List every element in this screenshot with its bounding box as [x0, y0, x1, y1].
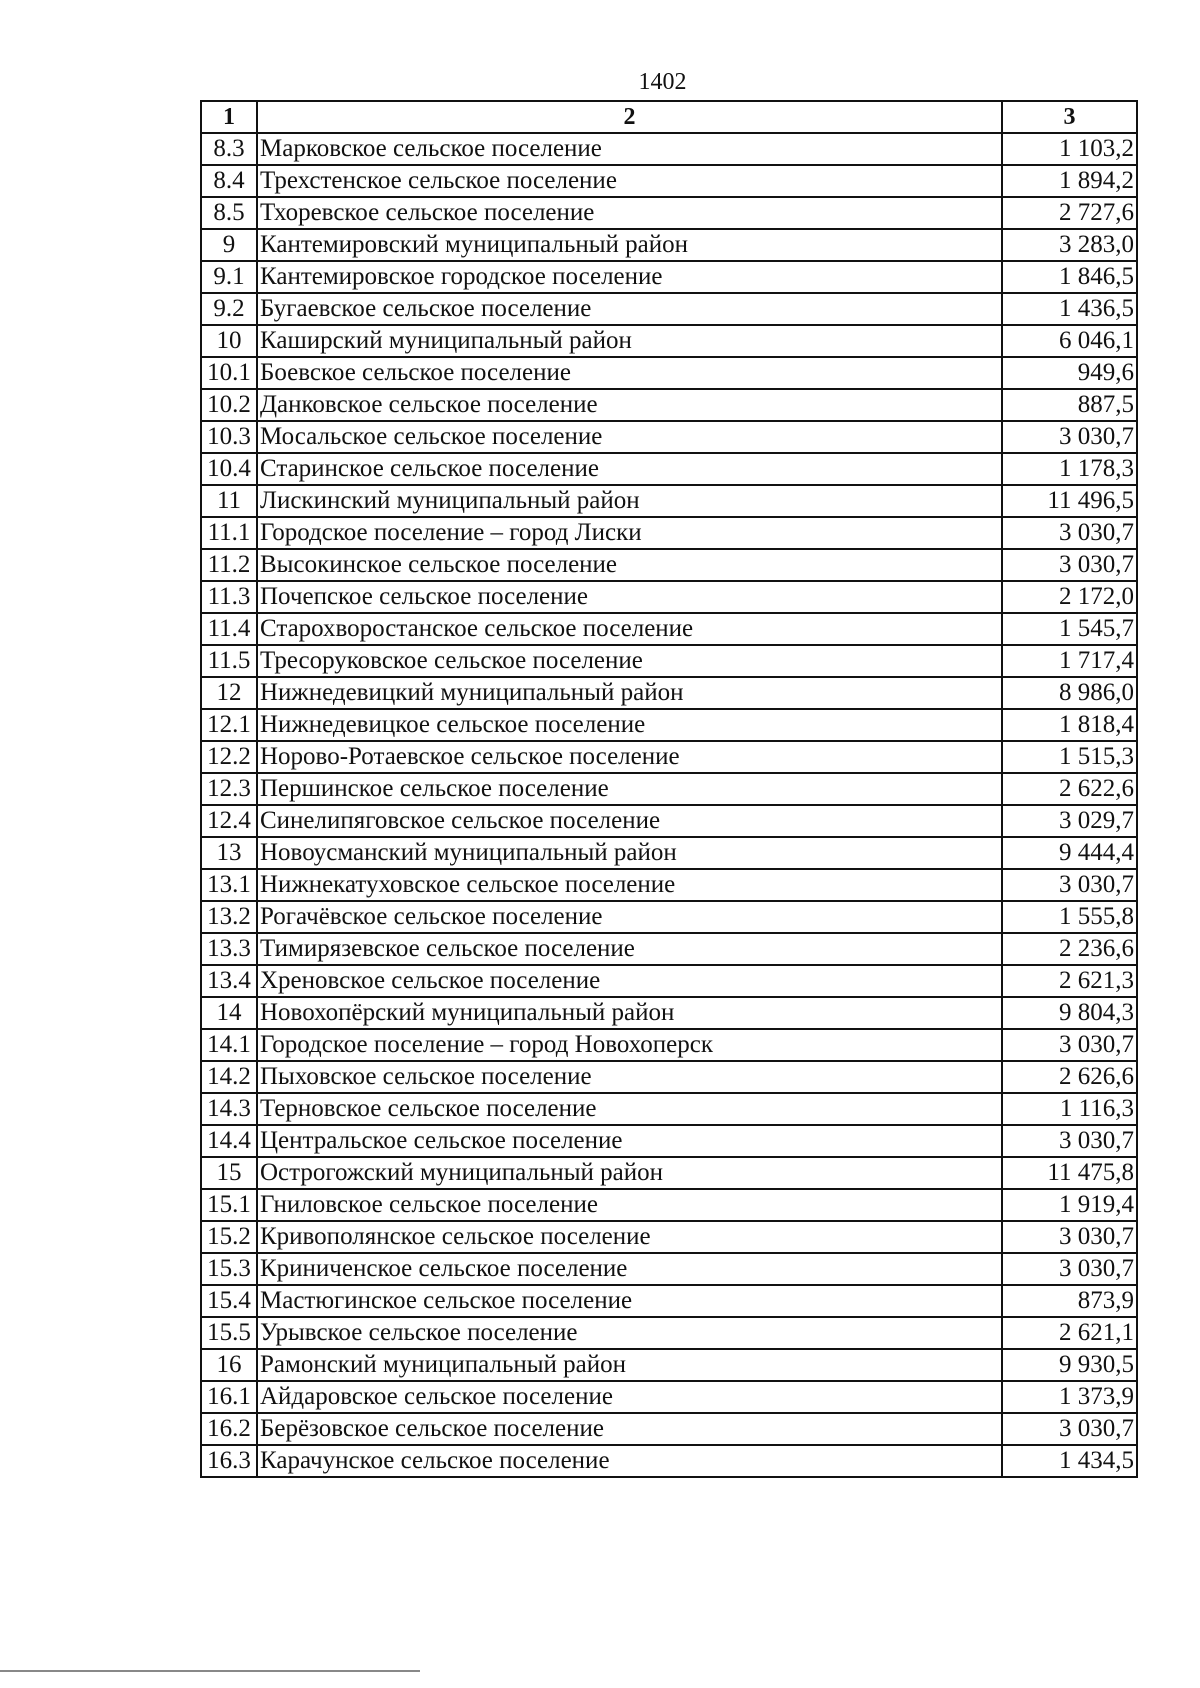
row-value: 949,6	[1002, 357, 1137, 389]
row-number: 11.1	[201, 517, 257, 549]
row-number: 13.3	[201, 933, 257, 965]
row-number: 10.3	[201, 421, 257, 453]
row-name: Тресоруковское сельское поселение	[257, 645, 1002, 677]
row-name: Хреновское сельское поселение	[257, 965, 1002, 997]
table-row	[201, 229, 1137, 261]
row-number: 11.3	[201, 581, 257, 613]
row-value: 873,9	[1002, 1285, 1137, 1317]
row-number: 8.3	[201, 133, 257, 165]
row-name: Данковское сельское поселение	[257, 389, 1002, 421]
row-number: 14.1	[201, 1029, 257, 1061]
row-number: 11	[201, 485, 257, 517]
row-value: 1 717,4	[1002, 645, 1137, 677]
row-value: 1 434,5	[1002, 1445, 1137, 1477]
row-number: 12.1	[201, 709, 257, 741]
row-value: 6 046,1	[1002, 325, 1137, 357]
row-number: 16	[201, 1349, 257, 1381]
row-number: 11.4	[201, 613, 257, 645]
row-name: Городское поселение – город Новохоперск	[257, 1029, 1002, 1061]
row-number: 10.1	[201, 357, 257, 389]
row-value: 2 172,0	[1002, 581, 1137, 613]
row-value: 2 727,6	[1002, 197, 1137, 229]
table-row	[201, 1253, 1137, 1285]
table-row	[201, 965, 1137, 997]
column-header-name: 2	[257, 101, 1002, 133]
table-row	[201, 197, 1137, 229]
table-row	[201, 421, 1137, 453]
row-number: 15.3	[201, 1253, 257, 1285]
table-row	[201, 325, 1137, 357]
column-header-number: 1	[201, 101, 257, 133]
row-value: 887,5	[1002, 389, 1137, 421]
row-number: 12	[201, 677, 257, 709]
row-number: 15.2	[201, 1221, 257, 1253]
row-name: Пыховское сельское поселение	[257, 1061, 1002, 1093]
row-number: 15	[201, 1157, 257, 1189]
row-number: 9.2	[201, 293, 257, 325]
row-number: 11.2	[201, 549, 257, 581]
row-value: 1 919,4	[1002, 1189, 1137, 1221]
table-row	[201, 1285, 1137, 1317]
row-name: Новохопёрский муниципальный район	[257, 997, 1002, 1029]
table-row	[201, 741, 1137, 773]
row-value: 8 986,0	[1002, 677, 1137, 709]
table-row	[201, 389, 1137, 421]
row-name: Старохворостанское сельское поселение	[257, 613, 1002, 645]
row-value: 1 515,3	[1002, 741, 1137, 773]
row-number: 16.2	[201, 1413, 257, 1445]
table-row	[201, 293, 1137, 325]
row-value: 1 103,2	[1002, 133, 1137, 165]
table-row	[201, 1029, 1137, 1061]
column-header-value: 3	[1002, 101, 1137, 133]
table-row	[201, 1061, 1137, 1093]
row-name: Синелипяговское сельское поселение	[257, 805, 1002, 837]
row-value: 3 283,0	[1002, 229, 1137, 261]
row-name: Терновское сельское поселение	[257, 1093, 1002, 1125]
row-value: 1 178,3	[1002, 453, 1137, 485]
row-name: Кантемировский муниципальный район	[257, 229, 1002, 261]
row-number: 13.4	[201, 965, 257, 997]
row-value: 3 030,7	[1002, 1413, 1137, 1445]
row-name: Высокинское сельское поселение	[257, 549, 1002, 581]
row-value: 11 475,8	[1002, 1157, 1137, 1189]
row-name: Берёзовское сельское поселение	[257, 1413, 1002, 1445]
row-number: 9.1	[201, 261, 257, 293]
row-value: 9 804,3	[1002, 997, 1137, 1029]
row-number: 14.2	[201, 1061, 257, 1093]
row-number: 8.5	[201, 197, 257, 229]
table-row	[201, 1445, 1137, 1477]
table-row	[201, 805, 1137, 837]
row-name: Нижнедевицкое сельское поселение	[257, 709, 1002, 741]
row-value: 3 030,7	[1002, 421, 1137, 453]
row-name: Першинское сельское поселение	[257, 773, 1002, 805]
row-value: 3 030,7	[1002, 517, 1137, 549]
row-name: Кривополянское сельское поселение	[257, 1221, 1002, 1253]
row-value: 2 622,6	[1002, 773, 1137, 805]
table-row	[201, 133, 1137, 165]
header-row	[201, 101, 1137, 133]
table-row	[201, 1349, 1137, 1381]
row-value: 3 030,7	[1002, 1125, 1137, 1157]
row-name: Тхоревское сельское поселение	[257, 197, 1002, 229]
row-value: 1 116,3	[1002, 1093, 1137, 1125]
row-number: 12.2	[201, 741, 257, 773]
table-row	[201, 709, 1137, 741]
row-value: 1 555,8	[1002, 901, 1137, 933]
page-number: 1402	[638, 69, 687, 95]
table-row	[201, 677, 1137, 709]
row-name: Айдаровское сельское поселение	[257, 1381, 1002, 1413]
row-name: Кантемировское городское поселение	[257, 261, 1002, 293]
row-name: Тимирязевское сельское поселение	[257, 933, 1002, 965]
table-row	[201, 1157, 1137, 1189]
table-row	[201, 549, 1137, 581]
row-value: 3 030,7	[1002, 1029, 1137, 1061]
row-value: 3 030,7	[1002, 869, 1137, 901]
row-value: 1 846,5	[1002, 261, 1137, 293]
row-value: 3 030,7	[1002, 1253, 1137, 1285]
table-body	[201, 133, 1137, 1477]
table-row	[201, 1125, 1137, 1157]
table-row	[201, 773, 1137, 805]
table-row	[201, 453, 1137, 485]
row-value: 1 373,9	[1002, 1381, 1137, 1413]
row-number: 10.2	[201, 389, 257, 421]
table-row	[201, 1189, 1137, 1221]
row-value: 1 436,5	[1002, 293, 1137, 325]
row-name: Лискинский муниципальный район	[257, 485, 1002, 517]
row-name: Трехстенское сельское поселение	[257, 165, 1002, 197]
row-name: Каширский муниципальный район	[257, 325, 1002, 357]
table-row	[201, 1413, 1137, 1445]
row-number: 15.1	[201, 1189, 257, 1221]
row-value: 3 030,7	[1002, 549, 1137, 581]
row-name: Криниченское сельское поселение	[257, 1253, 1002, 1285]
row-number: 16.3	[201, 1445, 257, 1477]
table-row	[201, 837, 1137, 869]
table-header	[201, 101, 1137, 133]
row-name: Старинское сельское поселение	[257, 453, 1002, 485]
row-name: Боевское сельское поселение	[257, 357, 1002, 389]
row-name: Бугаевское сельское поселение	[257, 293, 1002, 325]
row-number: 8.4	[201, 165, 257, 197]
row-value: 1 545,7	[1002, 613, 1137, 645]
table-row	[201, 1381, 1137, 1413]
row-number: 15.5	[201, 1317, 257, 1349]
row-number: 10.4	[201, 453, 257, 485]
row-name: Мастюгинское сельское поселение	[257, 1285, 1002, 1317]
row-name: Мосальское сельское поселение	[257, 421, 1002, 453]
table-row	[201, 613, 1137, 645]
settlements-table	[200, 100, 1138, 1478]
table-row	[201, 933, 1137, 965]
row-number: 11.5	[201, 645, 257, 677]
row-name: Острогожский муниципальный район	[257, 1157, 1002, 1189]
table-row	[201, 1221, 1137, 1253]
table-row	[201, 1093, 1137, 1125]
row-name: Нижнекатуховское сельское поселение	[257, 869, 1002, 901]
row-value: 9 444,4	[1002, 837, 1137, 869]
table-row	[201, 485, 1137, 517]
row-name: Почепское сельское поселение	[257, 581, 1002, 613]
row-value: 11 496,5	[1002, 485, 1137, 517]
row-name: Норово-Ротаевское сельское поселение	[257, 741, 1002, 773]
row-number: 13.2	[201, 901, 257, 933]
row-value: 2 626,6	[1002, 1061, 1137, 1093]
row-value: 1 894,2	[1002, 165, 1137, 197]
row-name: Нижнедевицкий муниципальный район	[257, 677, 1002, 709]
row-name: Рамонский муниципальный район	[257, 1349, 1002, 1381]
row-name: Марковское сельское поселение	[257, 133, 1002, 165]
table-row	[201, 165, 1137, 197]
row-number: 12.3	[201, 773, 257, 805]
table-row	[201, 869, 1137, 901]
table-row	[201, 997, 1137, 1029]
row-name: Гниловское сельское поселение	[257, 1189, 1002, 1221]
row-name: Карачунское сельское поселение	[257, 1445, 1002, 1477]
table-row	[201, 517, 1137, 549]
row-value: 9 930,5	[1002, 1349, 1137, 1381]
row-number: 13	[201, 837, 257, 869]
row-value: 2 236,6	[1002, 933, 1137, 965]
row-value: 3 029,7	[1002, 805, 1137, 837]
row-number: 14.3	[201, 1093, 257, 1125]
table-row	[201, 357, 1137, 389]
row-number: 9	[201, 229, 257, 261]
row-name: Урывское сельское поселение	[257, 1317, 1002, 1349]
row-number: 14	[201, 997, 257, 1029]
row-number: 10	[201, 325, 257, 357]
table-row	[201, 581, 1137, 613]
table-row	[201, 645, 1137, 677]
row-value: 2 621,3	[1002, 965, 1137, 997]
row-number: 14.4	[201, 1125, 257, 1157]
table-row	[201, 261, 1137, 293]
row-number: 15.4	[201, 1285, 257, 1317]
row-number: 16.1	[201, 1381, 257, 1413]
row-name: Новоусманский муниципальный район	[257, 837, 1002, 869]
row-name: Рогачёвское сельское поселение	[257, 901, 1002, 933]
page-bottom-rule	[0, 1670, 420, 1672]
table-row	[201, 901, 1137, 933]
table-row	[201, 1317, 1137, 1349]
row-number: 13.1	[201, 869, 257, 901]
row-value: 2 621,1	[1002, 1317, 1137, 1349]
row-number: 12.4	[201, 805, 257, 837]
row-value: 1 818,4	[1002, 709, 1137, 741]
row-name: Центральское сельское поселение	[257, 1125, 1002, 1157]
row-name: Городское поселение – город Лиски	[257, 517, 1002, 549]
row-value: 3 030,7	[1002, 1221, 1137, 1253]
